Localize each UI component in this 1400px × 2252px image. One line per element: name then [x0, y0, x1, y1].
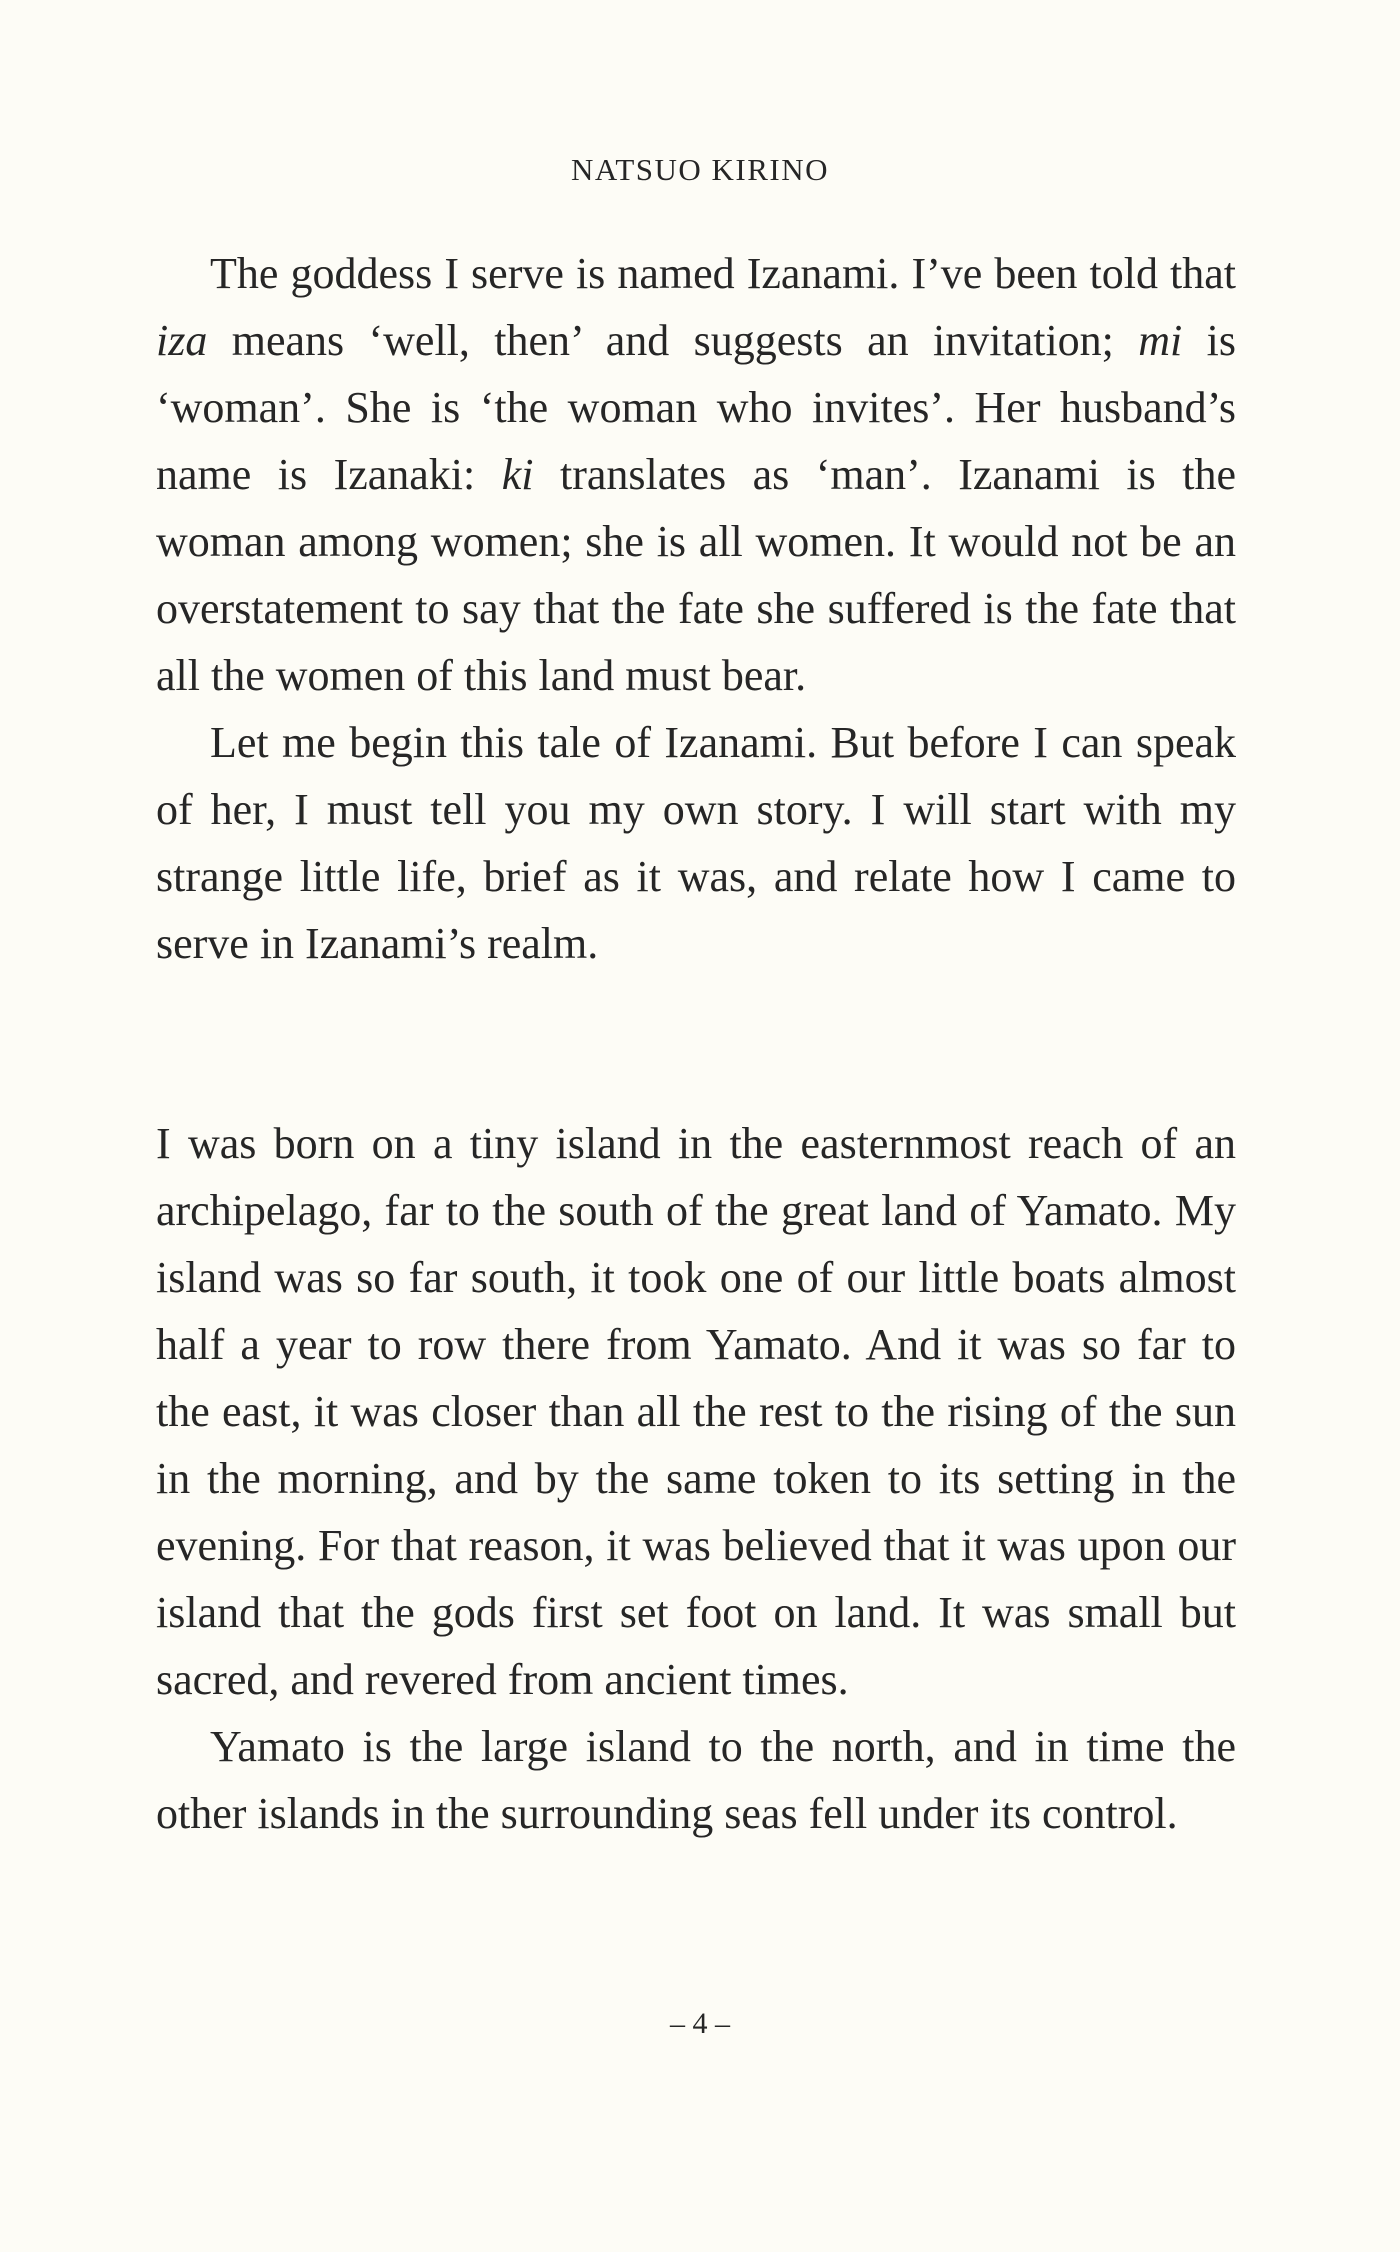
paragraph-island-birth: I was born on a tiny island in the easternmost reach of an archipelago, far to the south of the great land of Yamato. My island was so far south, it took one of our little boats almost half a year to row there from Yamato. And it was so far to the east, it was closer than all the rest to the rising of the sun in the morning, and by the same token to its setting in the evening. For that reason, it was believed that it was upon our island that the gods first set foot on land. It was small but sacred, and revered from ancient times.: [156, 1119, 1236, 1704]
text-run: The goddess I serve is named Izanami. I’ve been told that: [210, 249, 1236, 298]
italic-term-ki: ki: [501, 450, 534, 499]
section-break: [0, 1050, 1400, 1051]
paragraph-izanami-name: [156, 240, 1236, 709]
paragraph-yamato: Yamato is the large island to the north, and in time the other islands in the surrounding seas fell under its control.: [156, 1722, 1236, 1838]
paragraph-begin-tale: Let me begin this tale of Izanami. But before I can speak of her, I must tell you my own story. I will start with my strange little life, brief as it was, and relate how I came to serve in Izanami’s realm.: [156, 718, 1236, 968]
section-1: [156, 240, 1236, 977]
text-run: means ‘well, then’ and suggests an invitation;: [207, 316, 1139, 365]
text-run: is ‘woman’. She is ‘the woman who invites’. Her husband’s name is Izanaki:: [156, 316, 1236, 499]
italic-term-mi: mi: [1138, 316, 1183, 365]
running-header: NATSUO KIRINO: [570, 152, 830, 187]
page-number: – 4 –: [670, 2007, 730, 2040]
section-2: [156, 1110, 1236, 1847]
text-run: translates as ‘man’. Izanami is the woman among women; she is all women. It would not be an overstatement to say that the fate she suffered is the fate that all the women of this land must bear.: [156, 450, 1236, 700]
italic-term-iza: iza: [156, 316, 208, 365]
